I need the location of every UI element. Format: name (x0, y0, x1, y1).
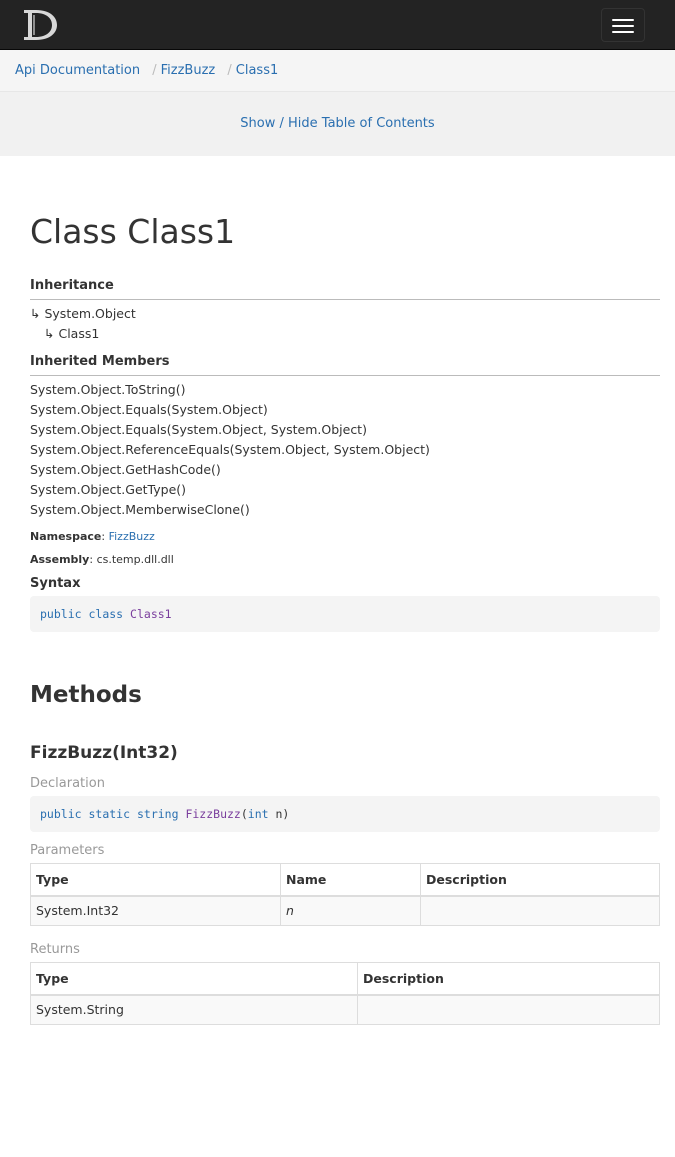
syntax-heading: Syntax (30, 576, 81, 591)
code-keyword: class (88, 607, 124, 621)
table-header: Description (358, 963, 660, 995)
table-row (31, 995, 660, 1025)
namespace-line: Namespace: FizzBuzz (30, 530, 155, 543)
menu-bar (612, 31, 634, 33)
table-cell: n (281, 896, 421, 926)
inherited-member: System.Object.GetHashCode() (30, 462, 221, 477)
inherited-member: System.Object.GetType() (30, 482, 187, 497)
inherited-member: System.Object.MemberwiseClone() (30, 502, 250, 517)
declaration-code-block (30, 796, 660, 832)
breadcrumb (0, 50, 675, 92)
table-row (31, 896, 660, 926)
top-navbar (0, 0, 675, 50)
code-type-name: Class1 (130, 607, 172, 621)
docfx-logo-icon[interactable] (20, 7, 60, 43)
toc-toggle-link[interactable]: Show / Hide Table of Contents (240, 116, 435, 131)
table-cell: System.String (31, 995, 358, 1025)
inherited-member: System.Object.Equals(System.Object, System.Object) (30, 422, 367, 437)
code-param: n) (268, 807, 290, 821)
code-keyword: public (40, 807, 82, 821)
code-method-name: FizzBuzz (185, 807, 241, 821)
method-title: FizzBuzz(Int32) (30, 743, 178, 763)
menu-bar (612, 19, 634, 21)
methods-heading: Methods (30, 682, 142, 708)
code-keyword: public (40, 607, 82, 621)
returns-table (30, 962, 660, 1025)
namespace-label: Namespace (30, 530, 102, 543)
inheritance-item: Class1 (58, 326, 100, 341)
assembly-line: Assembly: cs.temp.dll.dll (30, 553, 174, 566)
declaration-heading: Declaration (30, 776, 105, 791)
page-title: Class Class1 (30, 212, 236, 251)
inheritance-level-0 (30, 305, 136, 323)
code-keyword: string (136, 807, 179, 821)
table-cell (421, 896, 660, 926)
hamburger-menu-icon[interactable] (601, 8, 645, 42)
toc-toggle-bar (0, 92, 675, 156)
inheritance-item: System.Object (44, 306, 136, 321)
parameters-table (30, 863, 660, 926)
table-cell (358, 995, 660, 1025)
inherited-member: System.Object.Equals(System.Object) (30, 402, 268, 417)
table-header: Type (31, 864, 281, 896)
inherited-member: System.Object.ReferenceEquals(System.Object, System.Object) (30, 442, 430, 457)
assembly-value: cs.temp.dll.dll (96, 553, 174, 566)
returns-heading: Returns (30, 942, 80, 957)
namespace-link[interactable]: FizzBuzz (108, 530, 155, 543)
menu-bar (612, 25, 634, 27)
inheritance-level-1 (44, 325, 99, 343)
syntax-code-block (30, 596, 660, 632)
breadcrumb-item-fizzbuzz[interactable]: FizzBuzz (160, 63, 216, 78)
table-cell: System.Int32 (31, 896, 281, 926)
inheritance-heading: Inheritance (30, 277, 660, 300)
breadcrumb-separator: / (152, 63, 157, 78)
breadcrumb-separator: / (227, 63, 232, 78)
parameters-heading: Parameters (30, 843, 105, 858)
breadcrumb-item-api-documentation[interactable]: Api Documentation (15, 63, 141, 78)
inherited-members-heading: Inherited Members (30, 353, 660, 376)
breadcrumb-item-class1[interactable]: Class1 (235, 63, 279, 78)
assembly-label: Assembly (30, 553, 90, 566)
inheritance-arrow-icon: ↳ (30, 306, 41, 321)
table-header: Description (421, 864, 660, 896)
code-keyword: static (88, 807, 131, 821)
table-header: Name (281, 864, 421, 896)
inheritance-arrow-icon: ↳ (44, 326, 55, 341)
code-keyword: int (247, 807, 269, 821)
table-header: Type (31, 963, 358, 995)
code-paren: ( (240, 807, 248, 821)
inherited-member: System.Object.ToString() (30, 382, 186, 397)
